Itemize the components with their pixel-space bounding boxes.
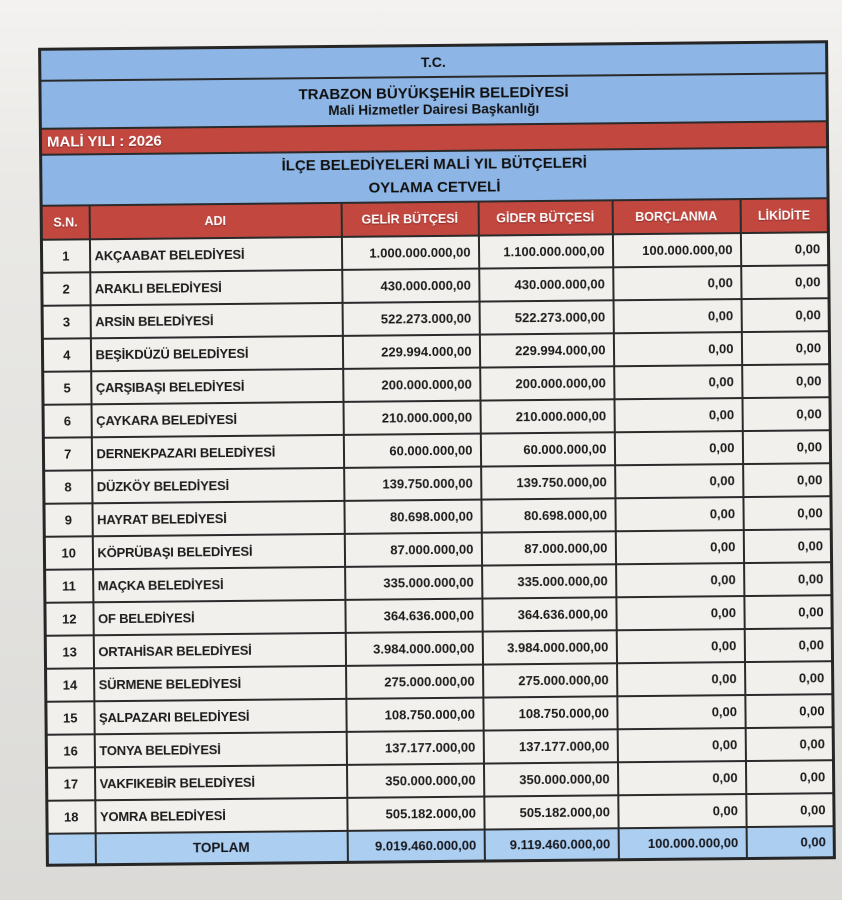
row-municipality-name: ÇAYKARA BELEDİYESİ <box>91 402 343 437</box>
col-header-sn: S.N. <box>41 205 89 239</box>
row-municipality-name: BEŞİKDÜZÜ BELEDİYESİ <box>90 336 342 371</box>
col-header-likidite: LİKİDİTE <box>740 198 828 233</box>
row-likidite-value: 0,00 <box>743 496 831 530</box>
row-gelir-value: 108.750.000,00 <box>346 698 483 732</box>
row-likidite-value: 0,00 <box>745 661 833 695</box>
row-likidite-value: 0,00 <box>744 595 832 629</box>
row-gelir-value: 137.177.000,00 <box>346 731 483 765</box>
row-gelir-value: 200.000.000,00 <box>343 368 480 402</box>
row-gider-value: 430.000.000,00 <box>479 267 613 301</box>
row-gider-value: 87.000.000,00 <box>481 531 615 565</box>
row-municipality-name: ARAKLI BELEDİYESİ <box>90 270 342 305</box>
row-likidite-value: 0,00 <box>743 529 831 563</box>
row-serial-number: 15 <box>46 701 94 734</box>
row-serial-number: 9 <box>44 503 92 536</box>
row-municipality-name: ORTAHİSAR BELEDİYESİ <box>93 633 345 668</box>
col-header-gider: GİDER BÜTÇESİ <box>478 200 612 235</box>
row-likidite-value: 0,00 <box>743 463 831 497</box>
row-borclanma-value: 0,00 <box>616 596 744 630</box>
row-gelir-value: 505.182.000,00 <box>347 797 484 831</box>
row-gelir-value: 80.698.000,00 <box>344 500 481 534</box>
row-gider-value: 139.750.000,00 <box>481 465 615 499</box>
row-gelir-value: 350.000.000,00 <box>346 764 483 798</box>
row-municipality-name: DÜZKÖY BELEDİYESİ <box>92 468 344 503</box>
row-municipality-name: ARSİN BELEDİYESİ <box>90 303 342 338</box>
row-borclanma-value: 0,00 <box>617 761 745 795</box>
total-likidite-value: 0,00 <box>746 826 834 858</box>
row-serial-number: 16 <box>46 734 94 767</box>
row-borclanma-value: 0,00 <box>616 563 744 597</box>
row-gelir-value: 1.000.000.000,00 <box>341 236 478 270</box>
row-likidite-value: 0,00 <box>745 727 833 761</box>
row-gider-value: 137.177.000,00 <box>483 729 617 763</box>
row-likidite-value: 0,00 <box>746 793 834 827</box>
row-borclanma-value: 0,00 <box>615 497 743 531</box>
row-borclanma-value: 0,00 <box>614 365 742 399</box>
row-gider-value: 60.000.000,00 <box>480 432 614 466</box>
row-gider-value: 108.750.000,00 <box>483 696 617 730</box>
row-serial-number: 10 <box>44 536 92 569</box>
total-row <box>47 826 834 865</box>
row-serial-number: 4 <box>42 338 90 371</box>
row-gelir-value: 522.273.000,00 <box>342 302 479 336</box>
row-borclanma-value: 0,00 <box>615 530 743 564</box>
row-likidite-value: 0,00 <box>741 298 829 332</box>
total-gider-value: 9.119.460.000,00 <box>484 828 618 861</box>
row-municipality-name: AKÇAABAT BELEDİYESİ <box>89 237 341 272</box>
row-likidite-value: 0,00 <box>741 331 829 365</box>
row-gider-value: 350.000.000,00 <box>483 762 617 796</box>
row-serial-number: 2 <box>42 272 90 305</box>
row-serial-number: 13 <box>45 635 93 668</box>
row-borclanma-value: 0,00 <box>614 398 742 432</box>
row-likidite-value: 0,00 <box>740 232 828 266</box>
row-municipality-name: TONYA BELEDİYESİ <box>94 732 346 767</box>
row-likidite-value: 0,00 <box>744 628 832 662</box>
row-municipality-name: ÇARŞIBAŞI BELEDİYESİ <box>91 369 343 404</box>
row-borclanma-value: 0,00 <box>617 662 745 696</box>
republic-title: T.C. <box>40 42 827 81</box>
row-likidite-value: 0,00 <box>744 562 832 596</box>
row-gider-value: 80.698.000,00 <box>481 498 615 532</box>
total-empty-cell <box>47 833 95 865</box>
row-borclanma-value: 0,00 <box>616 629 744 663</box>
row-borclanma-value: 100.000.000,00 <box>612 233 740 267</box>
section-title-line2: OYLAMA CETVELİ <box>368 177 501 197</box>
row-borclanma-value: 0,00 <box>617 728 745 762</box>
row-serial-number: 3 <box>42 305 90 338</box>
row-borclanma-value: 0,00 <box>613 299 741 333</box>
row-likidite-value: 0,00 <box>742 364 830 398</box>
row-municipality-name: OF BELEDİYESİ <box>93 600 345 635</box>
row-borclanma-value: 0,00 <box>613 266 741 300</box>
row-likidite-value: 0,00 <box>745 760 833 794</box>
row-gelir-value: 229.994.000,00 <box>342 335 479 369</box>
row-gider-value: 229.994.000,00 <box>479 333 613 367</box>
row-borclanma-value: 0,00 <box>613 332 741 366</box>
row-municipality-name: KÖPRÜBAŞI BELEDİYESİ <box>92 534 344 569</box>
row-likidite-value: 0,00 <box>745 694 833 728</box>
total-gelir-value: 9.019.460.000,00 <box>347 830 484 863</box>
row-gelir-value: 210.000.000,00 <box>343 401 480 435</box>
row-gelir-value: 364.636.000,00 <box>345 599 482 633</box>
section-title-line1: İLÇE BELEDİYELERİ MALİ YIL BÜTÇELERİ <box>281 154 587 175</box>
row-gider-value: 200.000.000,00 <box>480 366 614 400</box>
row-gelir-value: 87.000.000,00 <box>344 533 481 567</box>
row-gelir-value: 139.750.000,00 <box>344 467 481 501</box>
budget-table <box>38 40 836 867</box>
row-serial-number: 18 <box>47 800 95 833</box>
row-municipality-name: SÜRMENE BELEDİYESİ <box>94 666 346 701</box>
row-serial-number: 6 <box>43 404 91 437</box>
row-borclanma-value: 0,00 <box>614 431 742 465</box>
row-borclanma-value: 0,00 <box>615 464 743 498</box>
row-municipality-name: HAYRAT BELEDİYESİ <box>92 501 344 536</box>
row-gider-value: 505.182.000,00 <box>484 795 618 829</box>
total-borclanma-value: 100.000.000,00 <box>618 827 746 860</box>
row-gelir-value: 275.000.000,00 <box>346 665 483 699</box>
row-municipality-name: ŞALPAZARI BELEDİYESİ <box>94 699 346 734</box>
row-serial-number: 1 <box>41 239 89 272</box>
row-gider-value: 3.984.000.000,00 <box>482 630 616 664</box>
row-serial-number: 17 <box>46 767 94 800</box>
col-header-gelir: GELİR BÜTÇESİ <box>341 202 478 237</box>
municipality-title: TRABZON BÜYÜKŞEHİR BELEDİYESİ <box>298 83 569 104</box>
row-gelir-value: 60.000.000,00 <box>343 434 480 468</box>
row-serial-number: 14 <box>46 668 94 701</box>
row-municipality-name: VAKFIKEBİR BELEDİYESİ <box>94 765 346 800</box>
row-serial-number: 8 <box>44 470 92 503</box>
row-serial-number: 5 <box>43 371 91 404</box>
row-gider-value: 522.273.000,00 <box>479 300 613 334</box>
section-title <box>41 147 829 206</box>
row-gider-value: 275.000.000,00 <box>483 663 617 697</box>
row-gelir-value: 430.000.000,00 <box>342 269 479 303</box>
row-gider-value: 335.000.000,00 <box>482 564 616 598</box>
row-gider-value: 1.100.000.000,00 <box>478 234 612 268</box>
row-municipality-name: YOMRA BELEDİYESİ <box>95 798 347 833</box>
col-header-borclanma: BORÇLANMA <box>612 199 740 234</box>
budget-vote-sheet <box>38 40 834 867</box>
row-serial-number: 12 <box>45 602 93 635</box>
row-borclanma-value: 0,00 <box>618 794 746 828</box>
row-borclanma-value: 0,00 <box>617 695 745 729</box>
row-municipality-name: MAÇKA BELEDİYESİ <box>93 567 345 602</box>
row-serial-number: 11 <box>45 569 93 602</box>
department-subtitle: Mali Hizmetler Dairesi Başkanlığı <box>328 100 540 119</box>
fiscal-year-banner: MALİ YILI : 2026 <box>40 121 827 155</box>
row-gider-value: 364.636.000,00 <box>482 597 616 631</box>
row-serial-number: 7 <box>43 437 91 470</box>
row-municipality-name: DERNEKPAZARI BELEDİYESİ <box>91 435 343 470</box>
organization-header <box>40 73 828 129</box>
col-header-adi: ADI <box>89 203 341 239</box>
row-gider-value: 210.000.000,00 <box>480 399 614 433</box>
row-likidite-value: 0,00 <box>742 397 830 431</box>
total-label: TOPLAM <box>95 831 347 865</box>
row-gelir-value: 335.000.000,00 <box>345 566 482 600</box>
row-likidite-value: 0,00 <box>741 265 829 299</box>
row-likidite-value: 0,00 <box>742 430 830 464</box>
row-gelir-value: 3.984.000.000,00 <box>345 632 482 666</box>
